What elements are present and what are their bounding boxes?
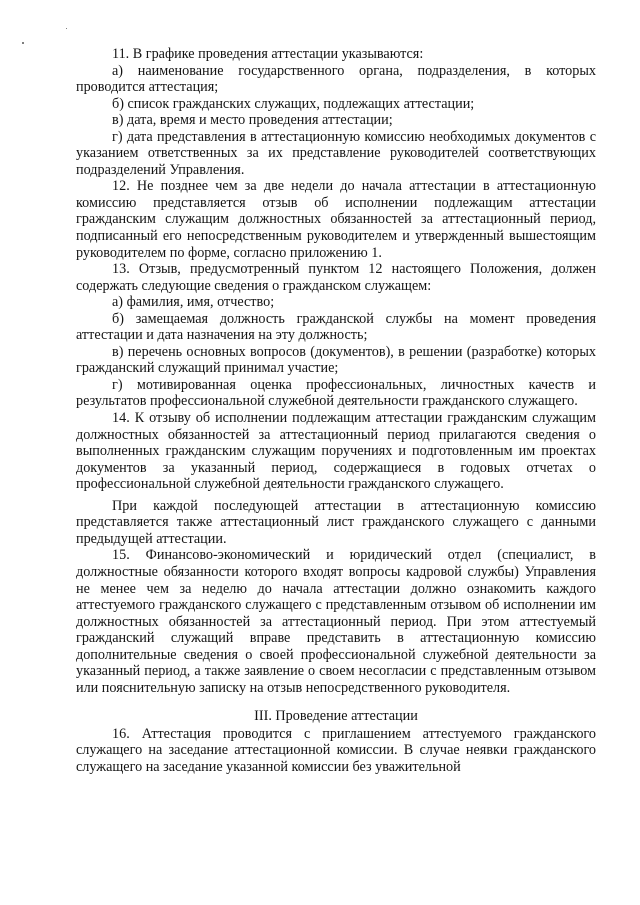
paragraph-13a: а) фамилия, имя, отчество; — [112, 294, 275, 311]
paragraph-11c: в) дата, время и место проведения аттестации; — [112, 112, 393, 129]
scan-speck — [66, 28, 67, 29]
paragraph-11a: а) наименование государственного органа, подразделения, в которых проводится аттестация; — [76, 62, 596, 96]
paragraph-15: 15. Финансово-экономический и юридический отдел (специалист, в должностные обязанности которого входят вопросы кадровой службы) Управления не менее чем за неделю до начала аттестации должно ознакомить каждого аттестуемого гражданского служащего с представленным отзывом об исполнении им должностных обязанностей за аттестационный период. При этом аттестуемый гражданский служащий вправе представить в аттестационную комиссию дополнительные сведения о своей профессиональной служебной деятельности за указанный период, а также заявление о своем несогласии с представленным отзывом или пояснительную записку на отзыв непосредственного руководителя. — [76, 547, 596, 696]
paragraph-11b: б) список гражданских служащих, подлежащих аттестации; — [112, 95, 475, 112]
document-page — [76, 46, 596, 776]
paragraph-13d: г) мотивированная оценка профессиональных, личностных качеств и результатов профессиональной служебной деятельности гражданского служащего. — [76, 376, 596, 410]
paragraph-14: 14. К отзыву об исполнении подлежащим аттестации гражданским служащим должностных обязанностей за аттестационный период прилагаются сведения о выполненных гражданским служащим поручениях и подготовленным им проектах документов за указанный период, содержащиеся в годовых отчетах о профессиональной служебной деятельности гражданского служащего. — [76, 410, 596, 493]
scan-speck — [22, 42, 24, 44]
paragraph-11: 11. В графике проведения аттестации указываются: — [112, 46, 424, 62]
paragraph-11d: г) дата представления в аттестационную комиссию необходимых документов с указанием ответственных за их представление руководителей соответствующих подразделений Управления. — [76, 128, 596, 178]
paragraph-12: 12. Не позднее чем за две недели до начала аттестации в аттестационную комиссию представляется отзыв об исполнении подлежащим аттестации гражданским служащим должностных обязанностей за аттестационный период, подписанный его непосредственным руководителем и утвержденный вышестоящим руководителем по форме, согласно приложению 1. — [76, 178, 596, 261]
paragraph-13c: в) перечень основных вопросов (документов), в решении (разработке) которых гражданский служащий принимал участие; — [76, 343, 596, 377]
paragraph-13: 13. Отзыв, предусмотренный пунктом 12 настоящего Положения, должен содержать следующие сведения о гражданском служащем: — [76, 261, 596, 294]
paragraph-13b: б) замещаемая должность гражданской службы на момент проведения аттестации и дата назначения на эту должность; — [76, 310, 596, 344]
paragraph-14-continued: При каждой последующей аттестации в аттестационную комиссию представляется также аттестационный лист гражданского служащего с данными предыдущей аттестации. — [76, 497, 596, 547]
section-heading: III. Проведение аттестации — [254, 708, 418, 725]
paragraph-16: 16. Аттестация проводится с приглашением аттестуемого гражданского служащего на заседание аттестационной комиссии. В случае неявки гражданского служащего на заседание указанной комиссии без уважительной — [76, 725, 596, 775]
